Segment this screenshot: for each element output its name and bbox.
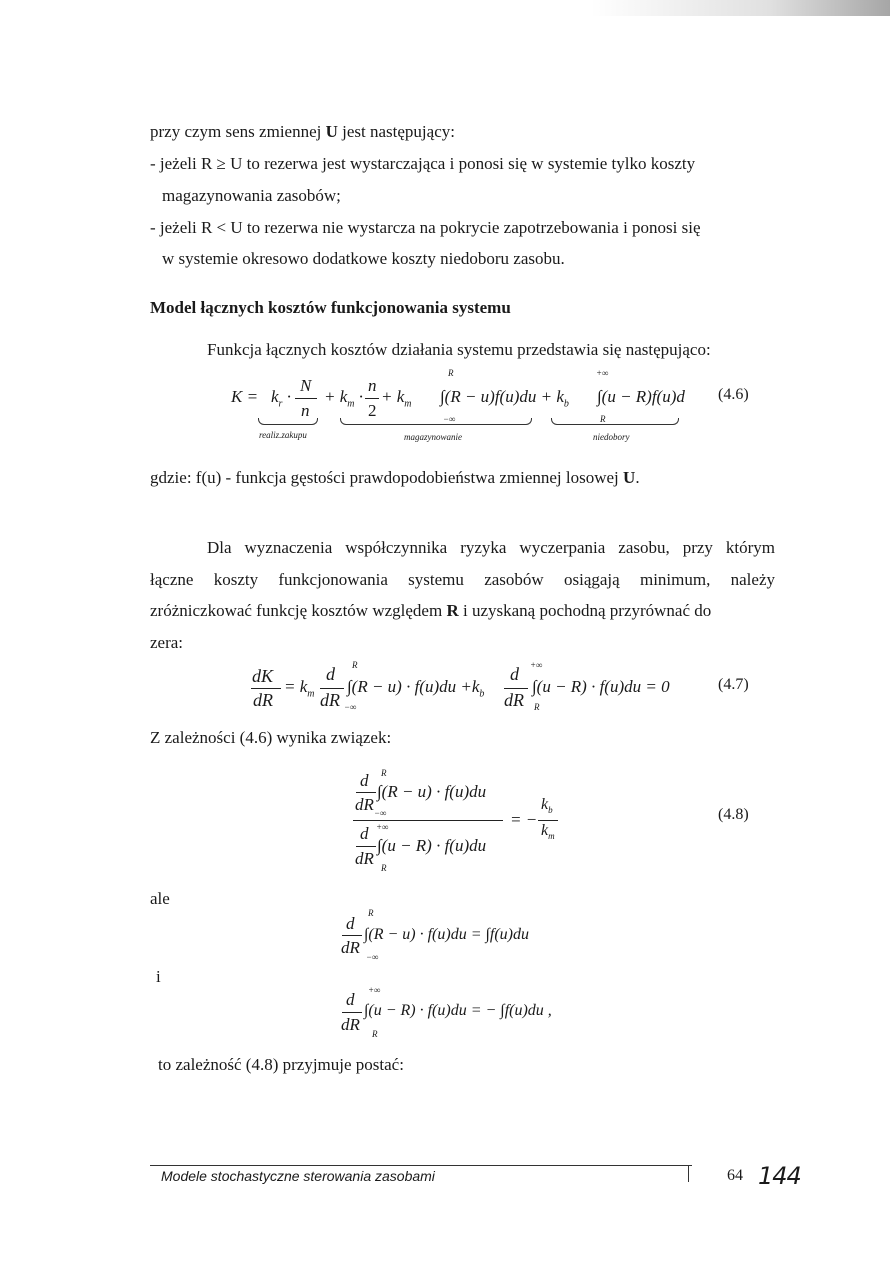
paragraph-line-1: Dla wyznaczenia współczynnika ryzyka wyczerpania zasobu, przy którym [207, 538, 775, 557]
eq47-dR: dR [253, 690, 273, 710]
to-zaleznosc-line: to zależność (4.8) przyjmuje postać: [158, 1055, 404, 1074]
eq46-km1: + $k_m$ · [324, 387, 364, 410]
eq47-dR1: dR [320, 690, 340, 710]
eq46-N: N [300, 376, 312, 395]
page-number: 64 [727, 1167, 743, 1184]
footer-title: Modele stochastyczne sterowania zasobami [161, 1168, 435, 1184]
bullet-2-line-2: w systemie okresowo dodatkowe koszty niedoboru zasobu. [162, 249, 565, 268]
eq-ale-upper-R: R [368, 908, 374, 918]
eq48-d-num: d [360, 771, 369, 790]
eq-i-lower-R: R [372, 1029, 378, 1039]
eq46-number: (4.6) [718, 386, 749, 403]
eq48-upper-R: R [381, 768, 387, 778]
eq-ale-d: d [346, 914, 355, 933]
eq48-kb: $k_b$ [541, 796, 553, 816]
section-heading: Model łącznych kosztów funkcjonowania systemu [150, 298, 511, 317]
eq46-n: n [301, 401, 310, 420]
ale-label: ale [150, 889, 170, 908]
eq47-d1: d [326, 664, 335, 684]
eq46-n2: n [368, 376, 377, 395]
eq46-upper-R: R [448, 368, 454, 378]
brace-realiz [258, 418, 318, 425]
eq46-two: 2 [368, 401, 377, 420]
eq48-upper-inf: +∞ [376, 822, 389, 832]
eq-i-body: ∫(u − R) · f(u)du = − ∫f(u)du , [364, 1002, 552, 1019]
paragraph-line-2: łączne koszty funkcjonowania systemu zasobów osiągają minimum, należy [150, 570, 775, 589]
label-magaz: magazynowanie [404, 432, 462, 442]
z-zaleznosci-line: Z zależności (4.6) wynika związek: [150, 728, 392, 747]
eq47-lower-R: R [534, 702, 540, 712]
eq-i-d: d [346, 990, 355, 1009]
eq48-eq: = − [510, 810, 538, 829]
eq46-lhs: K = [231, 387, 259, 406]
gdzie-line: gdzie: f(u) - funkcja gęstości prawdopodobieństwa zmiennej losowej U. [150, 468, 640, 487]
eq48-number: (4.8) [718, 806, 749, 823]
eq47-body-1: $\int(R - u) \cdot f(u)du +k_b$ [347, 677, 485, 700]
eq48-km: $k_m$ [541, 822, 555, 842]
eq47-km: = $k_m$ [284, 677, 315, 700]
eq-i-dR: dR [341, 1015, 360, 1034]
eq47-upper-R: R [352, 660, 358, 670]
eq48-den-body: ∫(u − R) · f(u)du [377, 836, 487, 855]
eq-ale-dR: dR [341, 938, 360, 957]
eq46-kr: $k_r$ · [271, 387, 291, 410]
eq48-num-body: ∫(R − u) · f(u)du [377, 782, 487, 801]
paragraph-line-4: zera: [150, 633, 184, 652]
eq47-lower-minf: −∞ [344, 702, 357, 712]
eq46-integral-1: $\int(R - u)f(u)du + k_b$ [440, 387, 569, 410]
brace-magaz [340, 418, 532, 425]
eq47-number: (4.7) [718, 676, 749, 693]
eq-ale-body: ∫(R − u) · f(u)du = ∫f(u)du [364, 926, 529, 943]
eq47-upper-inf: +∞ [530, 660, 543, 670]
eq46-upper-inf: +∞ [596, 368, 609, 378]
scan-artifact [590, 0, 890, 16]
eq-i-upper-inf: +∞ [368, 985, 381, 995]
cost-function-intro: Funkcja łącznych kosztów działania systemu przedstawia się następująco: [207, 340, 711, 359]
footer-rule [150, 1165, 692, 1166]
eq46-km2: + $k_m$ [381, 387, 412, 410]
eq48-d-den: d [360, 824, 369, 843]
intro-line: przy czym sens zmiennej U jest następujący: [150, 122, 455, 141]
footer-tick [688, 1166, 689, 1182]
eq-ale-lower-minf: −∞ [366, 952, 379, 962]
eq46-lower-minf: −∞ [443, 414, 456, 424]
eq47-body-2: ∫(u − R) · f(u)du = 0 [532, 677, 670, 696]
eq46-lower-R: R [600, 414, 606, 424]
eq48-dR-num: dR [355, 795, 374, 814]
eq47-d2: d [510, 664, 519, 684]
bullet-2-line-1: - jeżeli R < U to rezerwa nie wystarcza na pokrycie zapotrzebowania i ponosi się [150, 218, 701, 237]
handwritten-page-number: 144 [758, 1162, 801, 1190]
label-realiz: realiz.zakupu [259, 430, 307, 440]
label-niedob: niedobory [593, 432, 630, 442]
bullet-1-line-2: magazynowania zasobów; [162, 186, 341, 205]
eq48-dR-den: dR [355, 849, 374, 868]
eq47-dR2: dR [504, 690, 524, 710]
paragraph-line-3: zróżniczkować funkcję kosztów względem R i uzyskaną pochodną przyrównać do [150, 601, 712, 620]
eq48-lower-minf: −∞ [374, 808, 387, 818]
eq46-integral-2: ∫(u − R)f(u)d [597, 387, 685, 406]
i-label: i [156, 967, 161, 986]
bullet-1-line-1: - jeżeli R ≥ U to rezerwa jest wystarczająca i ponosi się w systemie tylko koszty [150, 154, 696, 173]
eq48-lower-R: R [381, 863, 387, 873]
eq47-dK: dK [252, 666, 274, 686]
brace-niedob [551, 418, 679, 425]
